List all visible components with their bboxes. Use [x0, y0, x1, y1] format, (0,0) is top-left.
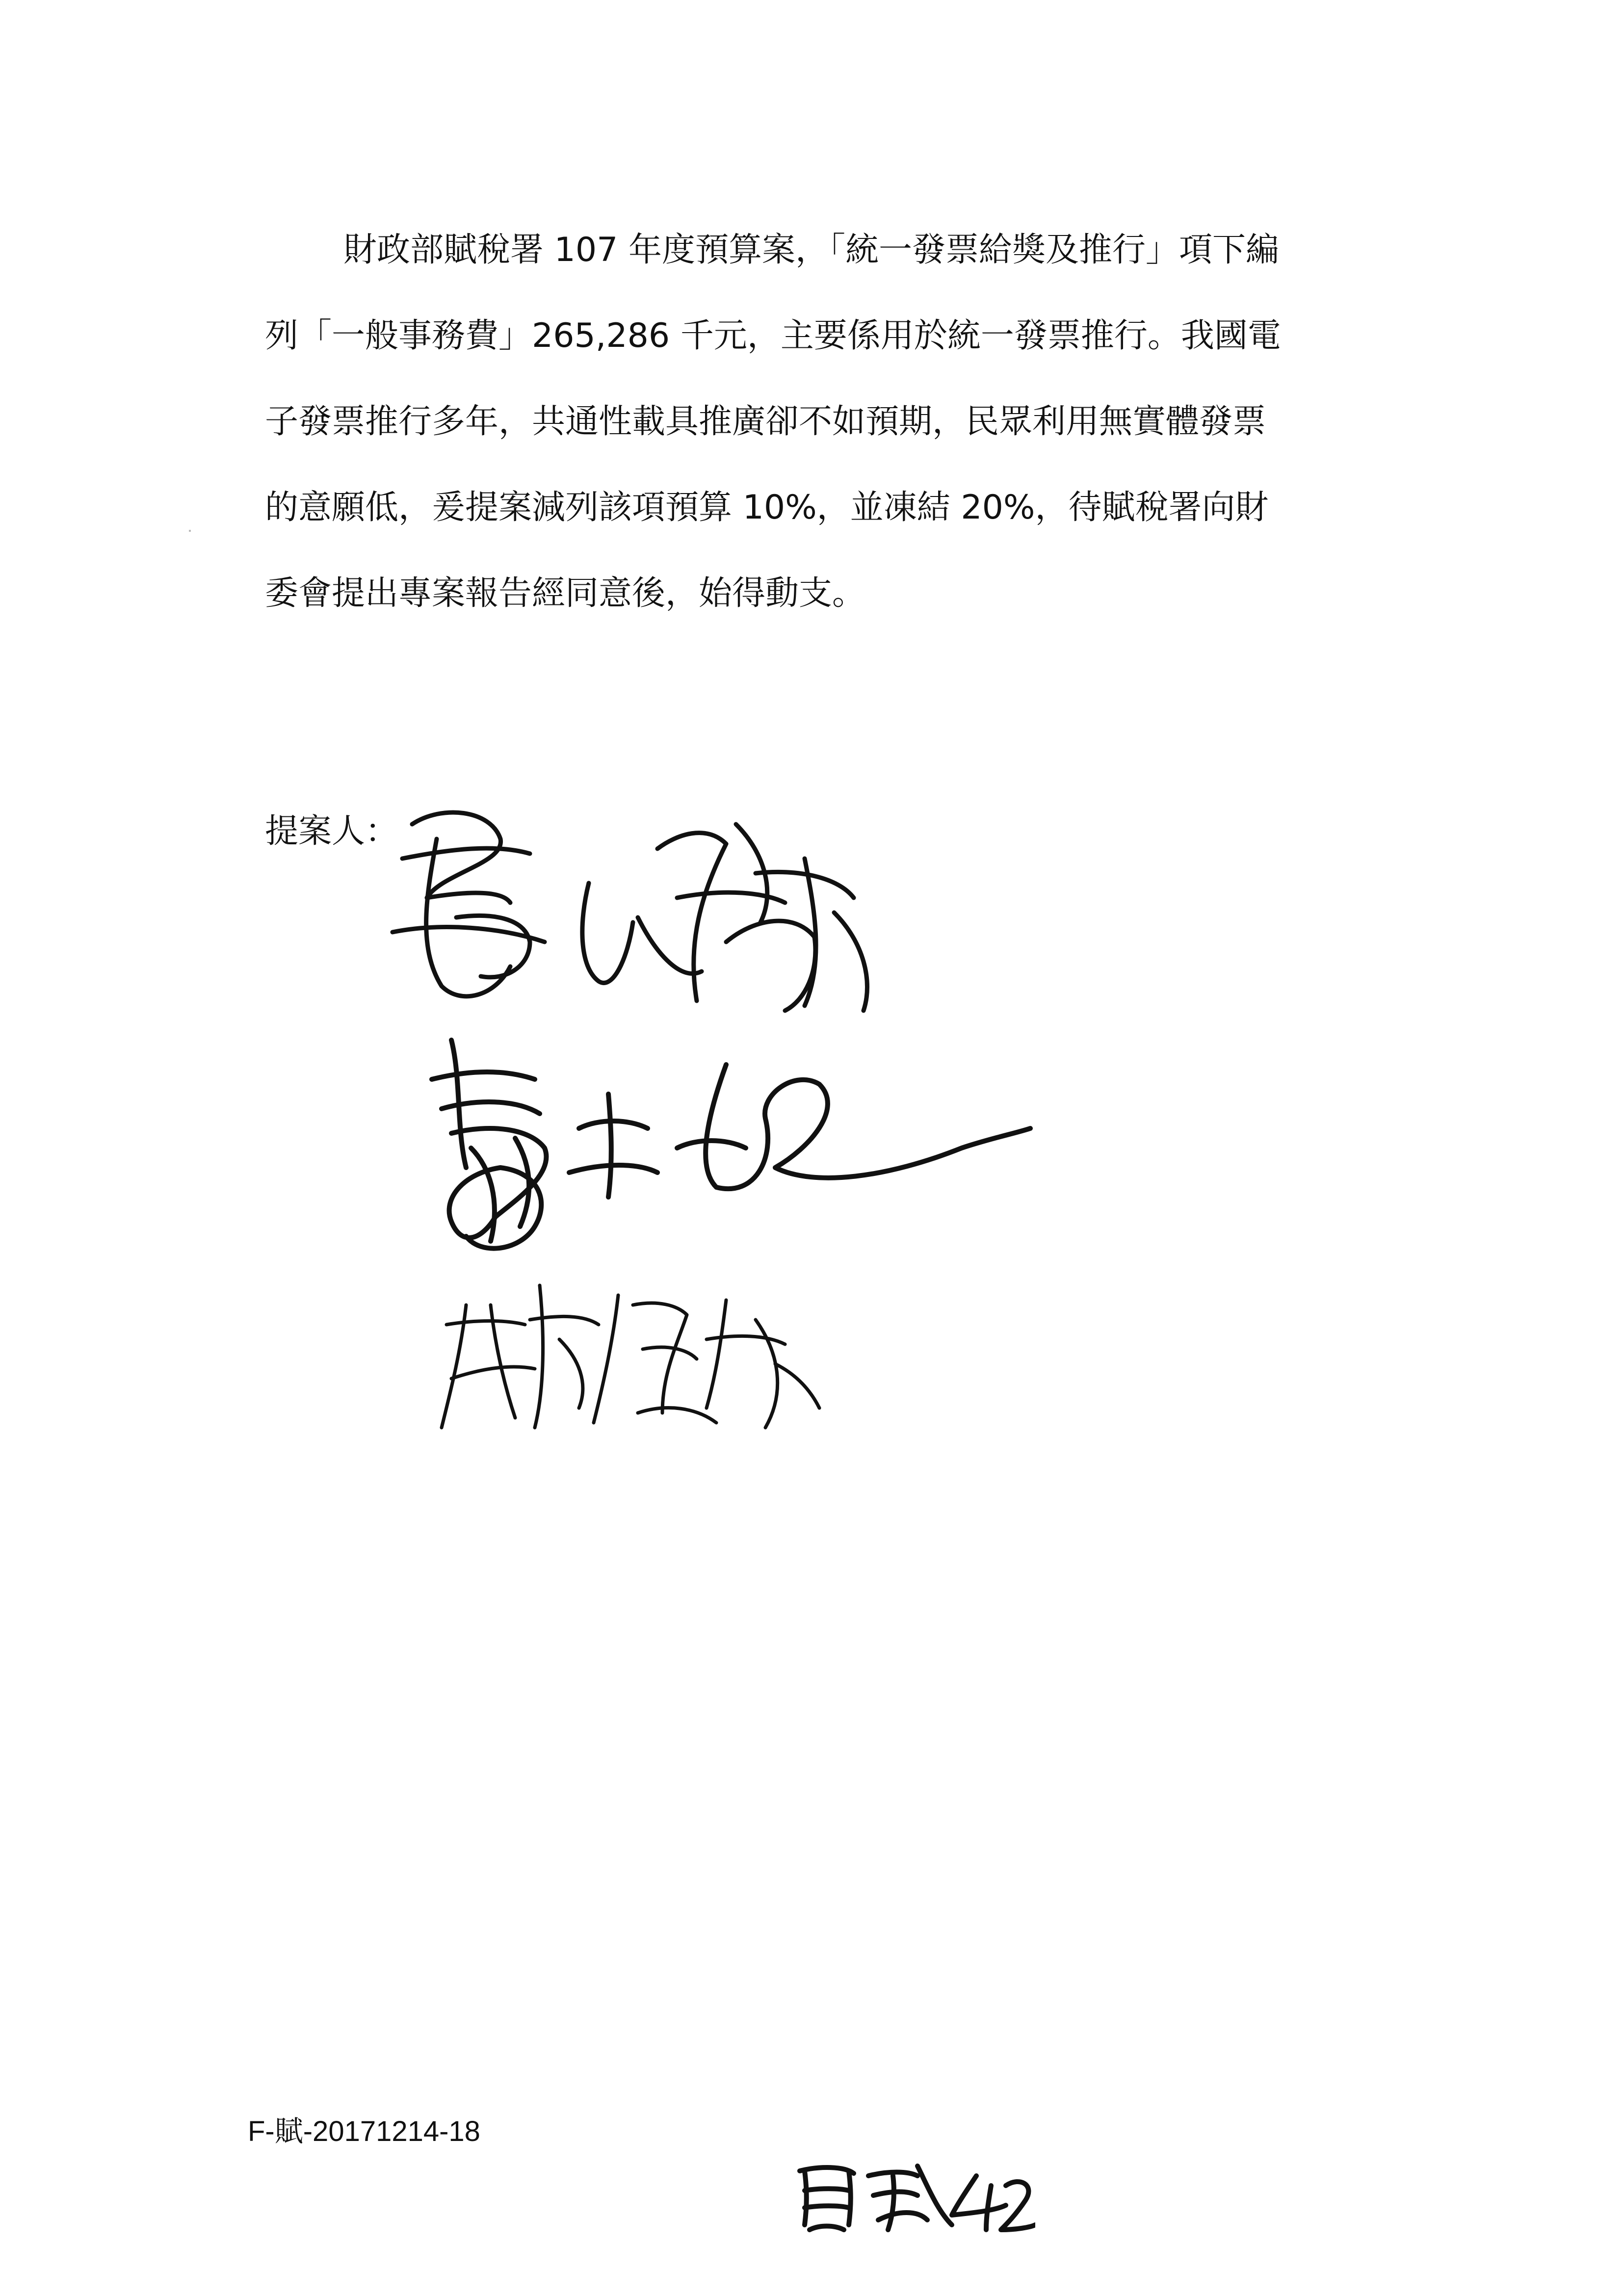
document-code: F-賦-20171214-18: [248, 2115, 480, 2147]
scan-speck: [189, 530, 191, 532]
body-line-4: 的意願低，爰提案減列該項預算 10%，並凍結 20%，待賦稅署向財: [265, 488, 1269, 527]
body-line-1: 財政部賦稅署 107 年度預算案，「統一發票給獎及推行」項下編: [343, 231, 1280, 269]
body-line-5: 委會提出專案報告經同意後，始得動支。: [265, 574, 866, 613]
body-line-2: 列「一般事務費」265,286 千元，主要係用於統一發票推行。我國電: [265, 316, 1281, 355]
proposer-label: 提案人：: [265, 812, 399, 851]
handwritten-page-mark: [790, 2156, 1035, 2235]
signature-1: [383, 795, 898, 1020]
body-line-3: 子發票推行多年，共通性載具推廣卻不如預期，民眾利用無實體發票: [265, 402, 1266, 441]
signature-3: [432, 1266, 834, 1462]
signature-2: [422, 1011, 1040, 1266]
